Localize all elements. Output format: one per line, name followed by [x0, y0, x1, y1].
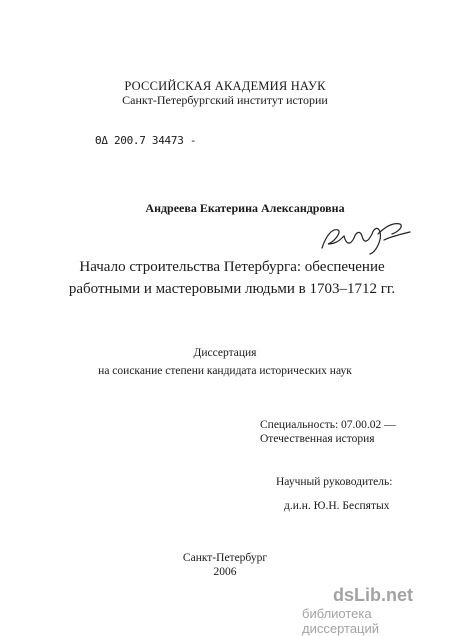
dissertation-title-line-1: Начало строительства Петербурга: обеспечение — [79, 259, 385, 275]
year: 2006 — [213, 566, 237, 578]
watermark-tagline: библиотека диссертаций — [302, 606, 380, 636]
author-signature — [318, 218, 414, 256]
degree-description: на соискание степени кандидата исторических наук — [98, 365, 352, 377]
supervisor-name: д.и.н. Ю.Н. Беспятых — [284, 500, 390, 512]
specialty-name: Отечественная история — [260, 433, 375, 445]
specialty-code: Специальность: 07.00.02 — — [260, 419, 396, 431]
dissertation-title-line-2: работными и мастеровыми людьми в 1703–1712 гг. — [68, 281, 396, 297]
watermark-logo: dsLib.net — [333, 585, 413, 605]
supervisor-label: Научный руководитель: — [276, 476, 393, 488]
work-type: Диссертация — [193, 347, 257, 359]
academy-name: РОССИЙСКАЯ АКАДЕМИЯ НАУК — [124, 79, 326, 93]
institute-name: Санкт-Петербургский институт истории — [122, 93, 328, 107]
author-name: Андреева Екатерина Александровна — [145, 201, 345, 215]
city: Санкт-Петербург — [182, 552, 268, 564]
inventory-stamp: ΘΔ 200.7 34473 - — [95, 134, 197, 147]
